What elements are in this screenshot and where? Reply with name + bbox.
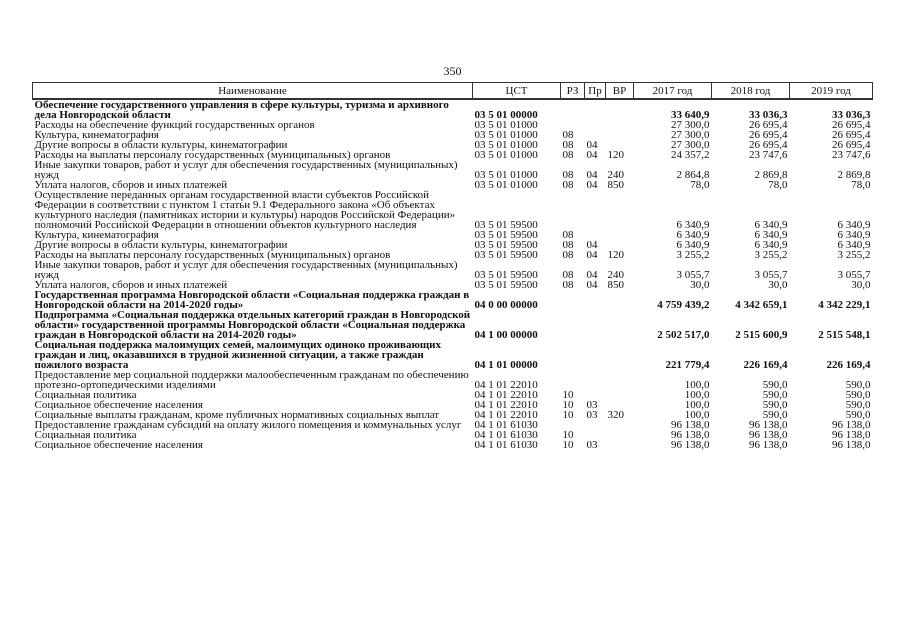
rz-cell: 08 [562,149,574,161]
value-2017-cell: 78,0 [690,179,710,191]
value-2017-cell: 4 759 439,2 [657,299,710,311]
value-2018-cell: 4 342 659,1 [735,299,788,311]
value-2017-cell: 27 300,0 [671,139,710,151]
rz-cell: 08 [562,169,574,181]
header-vr: ВР [606,83,634,100]
cst-cell: 03 5 01 59500 [474,249,538,261]
vr-cell [606,370,634,390]
name-cell: Уплата налогов, сборов и иных платежей [34,279,228,291]
value-2019-cell: 3 255,2 [837,249,871,261]
vr-cell [606,430,634,440]
value-2017-cell: 96 138,0 [671,429,710,441]
cst-cell: 04 1 01 22010 [474,399,538,411]
vr-cell: 240 [607,269,624,281]
pr-cell [585,120,606,130]
value-2017-cell: 24 357,2 [671,149,710,161]
value-2017-cell: 221 779,4 [665,359,710,371]
value-2019-cell: 590,0 [845,409,871,421]
value-2019-cell: 96 138,0 [832,439,871,451]
rz-cell: 08 [562,239,574,251]
value-2019-cell: 226 169,4 [826,359,871,371]
value-2017-cell: 6 340,9 [676,219,710,231]
cst-cell: 03 5 01 01000 [474,139,538,151]
rz-cell [561,290,585,310]
value-2018-cell: 96 138,0 [749,439,788,451]
rz-cell [561,190,585,230]
name-cell: Предоставление гражданам субсидий на оплату жилого помещения и коммунальных услуг [34,419,462,431]
value-2019-cell: 2 515 548,1 [818,329,871,341]
rz-cell [561,99,585,120]
value-2017-cell: 3 255,2 [676,249,710,261]
value-2017-cell: 33 640,9 [671,109,710,121]
value-2019-cell: 23 747,6 [832,149,871,161]
name-cell: Государственная программа Новгородской области «Социальная поддержка граждан в Новгородской области на 2014-2020 годы» [34,289,470,311]
vr-cell [606,230,634,240]
header-name: Наименование [33,83,473,100]
header-pr: Пр [585,83,606,100]
vr-cell: 120 [607,149,624,161]
name-cell: Иные закупки товаров, работ и услуг для обеспечения государственных (муниципальных) нужд [34,159,458,181]
pr-cell: 03 [586,439,598,451]
value-2019-cell: 6 340,9 [837,229,871,241]
value-2019-cell: 30,0 [851,279,871,291]
value-2018-cell: 96 138,0 [749,429,788,441]
cst-cell: 04 1 01 22010 [474,389,538,401]
cst-cell: 04 1 01 22010 [474,409,538,421]
vr-cell: 120 [607,249,624,261]
value-2018-cell: 26 695,4 [749,129,788,141]
cst-cell: 03 5 01 01000 [474,129,538,141]
name-cell: Другие вопросы в области культуры, кинематографии [34,139,288,151]
rz-cell: 08 [562,229,574,241]
pr-cell [585,310,606,340]
rz-cell: 08 [562,179,574,191]
value-2018-cell: 590,0 [762,399,788,411]
value-2018-cell: 2 515 600,9 [735,329,788,341]
pr-cell: 04 [586,149,598,161]
value-2017-cell: 100,0 [684,379,710,391]
budget-table [32,82,873,450]
value-2019-cell: 590,0 [845,389,871,401]
value-2018-cell: 6 340,9 [754,229,788,241]
cst-cell: 03 5 01 59500 [474,239,538,251]
name-cell: Расходы на обеспечение функций государственных органов [34,119,315,131]
pr-cell: 04 [586,179,598,191]
cst-cell: 03 5 01 00000 [474,109,538,121]
header-rz: РЗ [561,83,585,100]
rz-cell: 08 [562,249,574,261]
value-2019-cell: 6 340,9 [837,219,871,231]
cst-cell: 03 5 01 59500 [474,229,538,241]
value-2019-cell: 3 055,7 [837,269,871,281]
name-cell: Социальное обеспечение населения [34,399,203,411]
table-row [33,99,873,120]
cst-cell: 03 5 01 59500 [474,269,538,281]
value-2019-cell: 4 342 229,1 [818,299,871,311]
name-cell: Обеспечение государственного управления в сфере культуры, туризма и архивного дела Новгородской области [34,99,449,121]
value-2019-cell: 590,0 [845,379,871,391]
table-header-row [33,83,873,100]
pr-cell: 03 [586,409,598,421]
vr-cell [606,99,634,120]
pr-cell: 04 [586,239,598,251]
value-2018-cell: 2 869,8 [754,169,788,181]
pr-cell: 04 [586,249,598,261]
rz-cell: 08 [562,269,574,281]
name-cell: Подпрограмма «Социальная поддержка отдельных категорий граждан в Новгородской области» государственной программы Новгородской области «Социальная поддержка граждан в Новгородской области на 2014-2020 годы» [34,309,471,341]
value-2018-cell: 26 695,4 [749,139,788,151]
value-2019-cell: 78,0 [851,179,871,191]
value-2017-cell: 100,0 [684,409,710,421]
cst-cell: 04 1 01 22010 [474,379,538,391]
header-2019: 2019 год [790,83,873,100]
pr-cell: 04 [586,269,598,281]
name-cell: Социальная политика [34,429,137,441]
cst-cell: 03 5 01 59500 [474,279,538,291]
value-2018-cell: 96 138,0 [749,419,788,431]
vr-cell [606,130,634,140]
value-2019-cell: 6 340,9 [837,239,871,251]
value-2018-cell: 6 340,9 [754,219,788,231]
rz-cell: 08 [562,129,574,141]
pr-cell [585,290,606,310]
value-2018-cell: 226 169,4 [743,359,788,371]
value-2018-cell: 3 055,7 [754,269,788,281]
cst-cell: 04 0 00 00000 [474,299,538,311]
value-2018-cell: 6 340,9 [754,239,788,251]
rz-cell: 08 [562,139,574,151]
rz-cell: 10 [562,409,574,421]
value-2018-cell: 23 747,6 [749,149,788,161]
pr-cell: 04 [586,169,598,181]
value-2018-cell: 590,0 [762,379,788,391]
vr-cell [606,290,634,310]
name-cell: Уплата налогов, сборов и иных платежей [34,179,228,191]
value-2017-cell: 27 300,0 [671,129,710,141]
vr-cell [606,190,634,230]
cst-cell: 03 5 01 01000 [474,149,538,161]
rz-cell: 10 [562,389,574,401]
vr-cell [606,340,634,370]
rz-cell [561,310,585,340]
value-2017-cell: 100,0 [684,399,710,411]
rz-cell [561,340,585,370]
vr-cell: 320 [607,409,624,421]
value-2019-cell: 96 138,0 [832,419,871,431]
value-2018-cell: 78,0 [768,179,788,191]
cst-cell: 04 1 01 61030 [474,429,538,441]
name-cell: Расходы на выплаты персоналу государственных (муниципальных) органов [34,149,391,161]
vr-cell [606,120,634,130]
header-cst: ЦСТ [473,83,561,100]
table-row [33,160,873,180]
header-2017: 2017 год [634,83,712,100]
name-cell: Социальная политика [34,389,137,401]
cst-cell: 03 5 01 59500 [474,219,538,231]
name-cell: Другие вопросы в области культуры, кинематографии [34,239,288,251]
pr-cell: 03 [586,399,598,411]
pr-cell [585,99,606,120]
value-2017-cell: 27 300,0 [671,119,710,131]
table-row [33,260,873,280]
value-2018-cell: 30,0 [768,279,788,291]
vr-cell: 240 [607,169,624,181]
pr-cell [585,190,606,230]
value-2019-cell: 33 036,3 [832,109,871,121]
vr-cell [606,420,634,430]
pr-cell: 04 [586,279,598,291]
value-2017-cell: 2 864,8 [676,169,710,181]
name-cell: Осуществление переданных органам государственной власти субъектов Российской Федерации в соответствии с пунктом 1 статьи 9.1 Федерального закона «Об объектах культурного наследия (памятниках истории и культуры) народов Российской Федерации» полномочий Российской Федерации в отношении объектов культурного наследия [34,189,456,231]
value-2017-cell: 96 138,0 [671,439,710,451]
table-row [33,340,873,370]
pr-cell [585,370,606,390]
value-2018-cell: 3 255,2 [754,249,788,261]
rz-cell: 10 [562,399,574,411]
table-row [33,310,873,340]
cst-cell: 03 5 01 01000 [474,119,538,131]
value-2017-cell: 2 502 517,0 [657,329,710,341]
cst-cell: 04 1 01 61030 [474,439,538,451]
table-row [33,290,873,310]
value-2019-cell: 2 869,8 [837,169,871,181]
name-cell: Расходы на выплаты персоналу государственных (муниципальных) органов [34,249,391,261]
value-2017-cell: 100,0 [684,389,710,401]
value-2018-cell: 33 036,3 [749,109,788,121]
pr-cell [585,340,606,370]
header-2018: 2018 год [712,83,790,100]
pr-cell: 04 [586,139,598,151]
name-cell: Социальное обеспечение населения [34,439,203,451]
name-cell: Предоставление мер социальной поддержки малообеспеченным гражданам по обеспечению протезно-ортопедическими изделиями [34,369,469,391]
value-2018-cell: 590,0 [762,409,788,421]
value-2018-cell: 590,0 [762,389,788,401]
value-2017-cell: 3 055,7 [676,269,710,281]
value-2017-cell: 96 138,0 [671,419,710,431]
value-2017-cell: 6 340,9 [676,239,710,251]
value-2019-cell: 26 695,4 [832,129,871,141]
name-cell: Социальные выплаты гражданам, кроме публичных нормативных социальных выплат [34,409,440,421]
vr-cell [606,310,634,340]
table-row [33,190,873,230]
name-cell: Социальная поддержка малоимущих семей, малоимущих одиноко проживающих граждан и лиц, оказавшихся в трудной жизненной ситуации, а также граждан пожилого возраста [34,339,442,371]
cst-cell: 04 1 01 61030 [474,419,538,431]
value-2019-cell: 590,0 [845,399,871,411]
rz-cell: 10 [562,429,574,441]
vr-cell: 850 [607,179,624,191]
cst-cell: 03 5 01 01000 [474,179,538,191]
name-cell: Иные закупки товаров, работ и услуг для обеспечения государственных (муниципальных) нужд [34,259,458,281]
cst-cell: 03 5 01 01000 [474,169,538,181]
value-2018-cell: 26 695,4 [749,119,788,131]
vr-cell: 850 [607,279,624,291]
rz-cell: 08 [562,279,574,291]
rz-cell [561,370,585,390]
page-number: 350 [443,64,462,78]
name-cell: Культура, кинематография [34,129,159,141]
pr-cell [585,420,606,430]
table-row [33,370,873,390]
vr-cell [606,390,634,400]
cst-cell: 04 1 00 00000 [474,329,538,341]
value-2019-cell: 26 695,4 [832,139,871,151]
vr-cell [606,440,634,450]
value-2019-cell: 26 695,4 [832,119,871,131]
value-2017-cell: 30,0 [690,279,710,291]
cst-cell: 04 1 01 00000 [474,359,538,371]
table-row [33,440,873,450]
value-2019-cell: 96 138,0 [832,429,871,441]
value-2017-cell: 6 340,9 [676,229,710,241]
table-row [33,420,873,430]
rz-cell: 10 [562,439,574,451]
name-cell: Культура, кинематография [34,229,159,241]
